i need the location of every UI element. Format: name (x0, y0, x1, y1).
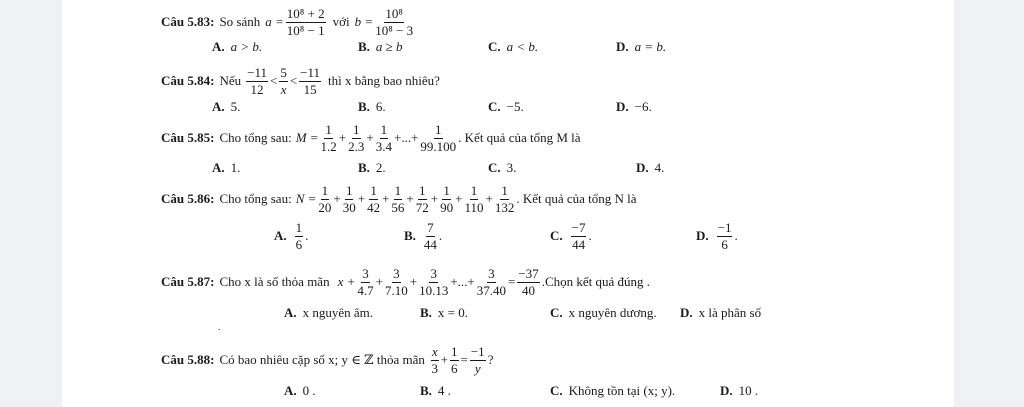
option-d[interactable] (636, 160, 664, 176)
ellipsis: +...+ (450, 274, 475, 290)
question-label: Câu 5.87: (161, 274, 215, 290)
question-label: Câu 5.86: (161, 191, 215, 207)
denominator: 6 (451, 360, 458, 376)
denominator: 56 (391, 199, 405, 215)
denominator: 4.7 (357, 282, 374, 298)
numerator: −11 (247, 65, 267, 80)
option-d[interactable] (720, 383, 758, 399)
ellipsis: +...+ (393, 130, 419, 146)
question-intro: Cho tổng sau: (219, 191, 292, 207)
fraction-2 (450, 345, 459, 375)
question-tail: . Kết quả của tổng M là (458, 130, 581, 146)
option-c[interactable] (550, 305, 657, 321)
option-text: 10 . (738, 383, 759, 398)
numerator: 1 (443, 183, 450, 198)
option-text: −5. (506, 99, 524, 114)
fraction-1 (246, 66, 268, 96)
option-text: a < b. (506, 39, 539, 54)
denominator: 20 (318, 199, 332, 215)
fraction-3 (470, 345, 486, 375)
term-fraction (321, 123, 337, 153)
option-text: 5. (230, 99, 241, 114)
option-fraction (717, 221, 733, 251)
b-numerator: 10⁸ (385, 6, 403, 21)
option-text: x = 0. (437, 305, 469, 320)
option-d[interactable] (616, 39, 666, 55)
term-fraction (318, 184, 331, 214)
denominator: 37.40 (476, 282, 506, 298)
option-label: B. (404, 228, 416, 244)
denominator: 30 (342, 199, 356, 215)
option-text: 0 . (302, 383, 316, 398)
option-c[interactable] (488, 160, 516, 176)
option-label: C. (550, 305, 563, 320)
option-d[interactable] (680, 305, 761, 321)
option-fraction (424, 221, 437, 251)
option-label: C. (550, 383, 563, 398)
question-intro: Cho tổng sau: (219, 130, 292, 146)
option-a[interactable] (212, 160, 240, 176)
denominator: 90 (440, 199, 454, 215)
a-fraction (286, 7, 326, 37)
fraction-1 (431, 345, 439, 375)
stray-dot: . (218, 322, 221, 332)
option-text: 6. (375, 99, 386, 114)
option-text: x là phân số (698, 305, 762, 320)
denominator: 1.2 (320, 138, 337, 154)
question-intro: Cho x là số thỏa mãn (219, 274, 330, 290)
term-fraction (440, 184, 453, 214)
term-fraction (385, 267, 408, 297)
option-label: B. (420, 383, 432, 398)
equals-sign: = (508, 274, 516, 290)
question-5-88 (161, 345, 493, 375)
option-fraction (295, 221, 304, 251)
option-label: B. (358, 39, 370, 54)
option-b[interactable] (420, 305, 468, 321)
option-text: x nguyên dương. (568, 305, 657, 320)
option-label: C. (488, 99, 501, 114)
a-equals: a = (265, 14, 284, 30)
option-text: a ≥ b (375, 39, 403, 54)
term-fraction (357, 267, 373, 297)
question-intro: Nếu (219, 73, 242, 89)
option-label: A. (212, 160, 225, 175)
option-b[interactable] (358, 160, 386, 176)
sum-variable: M = (295, 130, 319, 146)
a-numerator: 10⁸ + 2 (286, 6, 325, 21)
denominator: 42 (367, 199, 381, 215)
option-label: A. (274, 228, 287, 244)
option-label: C. (488, 160, 501, 175)
option-a[interactable] (274, 221, 308, 251)
question-tail: .Chọn kết quả đúng . (541, 274, 651, 290)
option-label: C. (550, 228, 563, 244)
denominator: 3.4 (375, 138, 392, 154)
sum-variable: N = (295, 191, 317, 207)
last-term-fraction (420, 123, 456, 153)
option-label: A. (212, 39, 225, 54)
denominator: x (280, 81, 287, 97)
numerator: 1 (380, 122, 388, 137)
option-label: D. (696, 228, 709, 244)
with-word: với (332, 14, 350, 30)
option-label: D. (680, 305, 693, 320)
option-text: −6. (634, 99, 652, 114)
option-b[interactable] (358, 39, 403, 55)
question-5-87: Câu 5.87: Cho x là số thỏa mãn x + $\frac{3}{4.7}$ + $\frac{3}{7.10}$ + $\frac{3}{10.13}$ +...+ $\frac{3}{37.40}$ = $\frac{-37}{40}$ .Chọn kết quả đúng . (161, 266, 651, 298)
denominator: 2.3 (348, 138, 365, 154)
question-label: Câu 5.85: (161, 130, 215, 146)
option-end: . (438, 228, 443, 244)
denominator: 40 (522, 282, 536, 298)
numerator: 1 (321, 183, 329, 198)
numerator: −1 (717, 220, 732, 235)
option-label: B. (358, 99, 370, 114)
numerator: −11 (300, 65, 321, 80)
option-text: 1. (230, 160, 241, 175)
question-5-83 (161, 7, 415, 37)
numerator: −7 (571, 220, 586, 235)
denominator: 6 (295, 236, 303, 252)
option-a[interactable] (212, 99, 240, 115)
question-tail: . Kết quả của tổng N là (516, 191, 637, 207)
option-text: a = b. (634, 39, 667, 54)
question-intro: Có bao nhiêu cặp số x; y ∈ ℤ thỏa mãn (219, 352, 425, 368)
term-fraction (495, 184, 515, 214)
a-denominator: 10⁸ − 1 (286, 22, 325, 38)
option-c[interactable] (550, 383, 675, 399)
denominator: 3 (431, 360, 439, 376)
term-fraction (367, 184, 380, 214)
numerator: 1 (295, 220, 303, 235)
option-a[interactable] (284, 305, 373, 321)
less-than: < (269, 73, 278, 89)
option-text: 4. (654, 160, 665, 175)
option-end: . (588, 228, 592, 244)
b-equals: b = (354, 14, 374, 30)
numerator: 3 (430, 266, 437, 281)
denominator: 110 (464, 199, 484, 215)
fraction-2 (279, 66, 288, 96)
question-tail: thì x bằng bao nhiêu? (328, 73, 440, 89)
denominator: 44 (572, 236, 586, 252)
option-text: 2. (375, 160, 386, 175)
option-b[interactable] (358, 99, 386, 115)
option-text: 4 . (437, 383, 451, 398)
numerator: 1 (394, 183, 402, 198)
denominator: 7.10 (384, 282, 408, 298)
numerator: 1 (451, 344, 458, 359)
last-term-fraction (477, 267, 506, 297)
option-text: 3. (506, 160, 517, 175)
option-c[interactable] (550, 221, 592, 251)
option-label: D. (616, 39, 629, 54)
option-c[interactable] (488, 99, 524, 115)
plus-sign: + (440, 352, 448, 368)
numerator: 1 (435, 122, 442, 137)
option-b[interactable] (404, 221, 442, 251)
term-fraction (376, 123, 392, 153)
option-label: C. (488, 39, 501, 54)
question-5-85: Câu 5.85: Cho tổng sau: M = $\frac{1}{1.2}$ + $\frac{1}{2.3}$ + $\frac{1}{3.4}$ +...+ $\frac{1}{99.100}$ . Kết quả của tổng M là (161, 122, 581, 154)
term-fraction (464, 184, 483, 214)
option-text: a > b. (230, 39, 263, 54)
option-end: . (734, 228, 738, 244)
option-d[interactable] (616, 99, 652, 115)
b-denominator: 10⁸ − 3 (375, 22, 414, 38)
fraction-3 (299, 66, 321, 96)
question-5-86: Câu 5.86: Cho tổng sau: N = $\frac{1}{20}$ + $\frac{1}{30}$ + $\frac{1}{42}$ + $\frac{1}{56}$ + $\frac{1}{72}$ + $\frac{1}{90}$ + $\frac{1}{110}$ + $\frac{1}{132}$ . Kết quả của tổng N là (161, 183, 637, 215)
x-plus: x + (337, 274, 356, 290)
numerator: 3 (393, 266, 400, 281)
term-fraction (343, 184, 356, 214)
question-label: Câu 5.84: (161, 73, 215, 89)
option-label: B. (358, 160, 370, 175)
denominator: 72 (415, 199, 429, 215)
rhs-fraction (517, 267, 539, 297)
option-text: x nguyên âm. (302, 305, 374, 320)
numerator: 3 (488, 266, 495, 281)
question-label: Câu 5.88: (161, 352, 215, 368)
option-b[interactable] (420, 383, 451, 399)
question-intro: So sánh (219, 14, 261, 30)
option-label: A. (212, 99, 225, 114)
b-fraction (375, 7, 413, 37)
numerator: 1 (419, 183, 426, 198)
option-fraction (571, 221, 587, 251)
question-label: Câu 5.83: (161, 14, 215, 30)
numerator: 7 (427, 220, 434, 235)
denominator: 6 (721, 236, 728, 252)
option-d[interactable] (696, 221, 738, 251)
denominator: 132 (494, 199, 515, 215)
numerator: 3 (362, 266, 369, 281)
denominator: y (474, 360, 481, 376)
numerator: −37 (518, 266, 539, 281)
option-label: D. (616, 99, 629, 114)
option-end: . (305, 228, 309, 244)
denominator: 15 (303, 81, 317, 97)
term-fraction (391, 184, 404, 214)
numerator: 1 (345, 183, 353, 198)
option-label: D. (636, 160, 649, 175)
option-text: Không tồn tại (x; y). (568, 383, 676, 398)
numerator: 1 (353, 122, 360, 137)
option-label: B. (420, 305, 432, 320)
question-mark: ? (487, 352, 494, 368)
term-fraction (416, 184, 429, 214)
numerator: 1 (325, 122, 332, 137)
denominator: 44 (423, 236, 437, 252)
denominator: 12 (250, 81, 264, 97)
term-fraction (348, 123, 364, 153)
option-label: A. (284, 383, 297, 398)
option-label: D. (720, 383, 733, 398)
numerator: −1 (470, 344, 485, 359)
option-label: A. (284, 305, 297, 320)
option-a[interactable] (212, 39, 262, 55)
numerator: 1 (501, 183, 508, 198)
numerator: 1 (370, 183, 377, 198)
denominator: 99.100 (420, 138, 457, 154)
question-5-84 (161, 66, 440, 96)
numerator: 1 (470, 183, 478, 198)
option-a[interactable] (284, 383, 316, 399)
less-than: < (289, 73, 298, 89)
term-fraction (419, 267, 448, 297)
option-c[interactable] (488, 39, 538, 55)
denominator: 10.13 (419, 282, 449, 298)
numerator: 5 (280, 65, 287, 80)
numerator: x (431, 344, 438, 359)
equals-sign: = (460, 352, 468, 368)
